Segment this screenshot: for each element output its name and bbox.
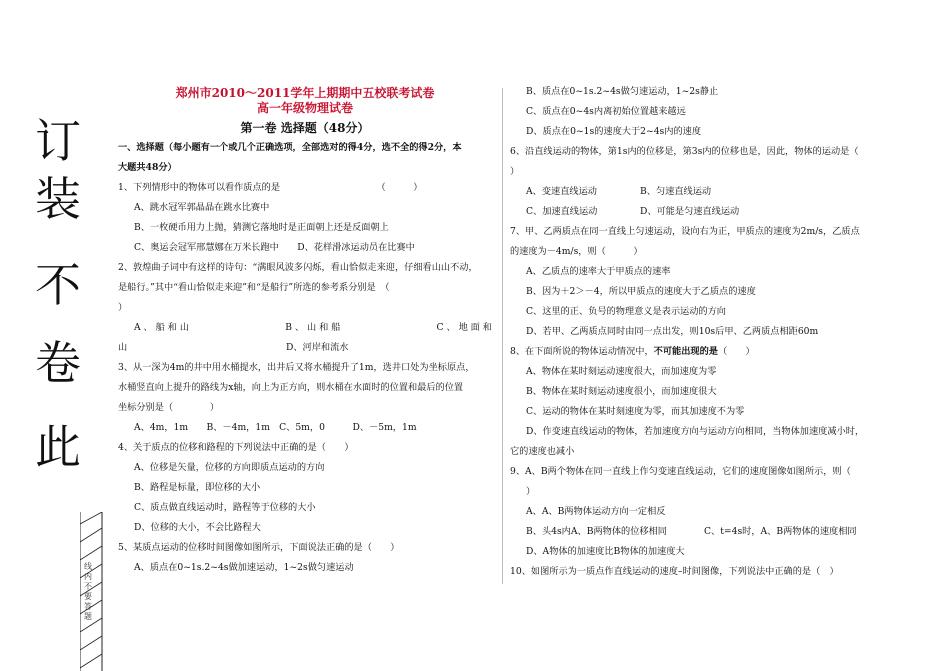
question-9-line2: ）	[526, 486, 536, 497]
question-2-line1: 2、敦煌曲子词中有这样的诗句：“满眼风波多闪烁，看山恰似走来迎，仔细看山山不动，	[118, 262, 478, 273]
q6-option-c: C、加速直线运动	[526, 206, 598, 217]
question-3-line2: 水桶竖直向上提升的路线为x轴，向上为正方向，则水桶在水面时的位置和最后的位置	[118, 382, 464, 393]
question-5: 5、某质点运动的位移时间图像如图所示，下面说法正确的是（ ）	[118, 542, 400, 553]
instructions-line2: 大题共48分）	[118, 162, 177, 173]
binding-note: 线内不要答题	[84, 562, 92, 621]
q8-stem: 8、在下面所说的物体运动情况中，	[510, 346, 654, 357]
q2-option-a: A 、 船 和 山	[134, 322, 190, 333]
question-1: 1、下列情形中的物体可以看作质点的是 （ ）	[118, 182, 423, 193]
instructions-line1: 一、选择题（每小题有一个或几个正确选项，全部选对的得4分，选不全的得2分，本	[118, 142, 462, 153]
question-7-line1: 7、甲、乙两质点在同一直线上匀速运动，设向右为正，甲质点的速度为2m/s，乙质点	[510, 226, 860, 237]
q5-option-c: C、质点在0~4s内离初始位置越来越远	[526, 106, 686, 117]
question-9-line1: 9、A、B两个物体在同一直线上作匀变速直线运动，它们的速度图像如图所示，则（	[510, 466, 851, 477]
q2-options-abc	[118, 318, 492, 338]
q4-option-d: D、位移的大小，不会比路程大	[134, 522, 261, 533]
q3-options: A、4m，1m B、－4m，1m C、5m，0 D、－5m，1m	[134, 422, 417, 433]
q6-options-cd	[510, 202, 890, 222]
question-3-line3: 坐标分别是（ ）	[118, 402, 220, 413]
q1-option-a: A、跳水冠军郭晶晶在跳水比赛中	[134, 202, 270, 213]
q8-option-a: A、物体在某时刻运动速度很大，而加速度为零	[526, 366, 717, 377]
question-4: 4、关于质点的位移和路程的下列说法中正确的是（ ）	[118, 442, 354, 453]
binding-char-bu: 不	[35, 258, 81, 312]
question-8	[510, 342, 890, 362]
q4-option-b: B、路程是标量，即位移的大小	[134, 482, 261, 493]
q8-option-d-line2: 它的速度也减小	[510, 446, 575, 457]
q8-bracket: （ ）	[717, 346, 755, 357]
q1-option-d: D、花样滑冰运动员在比赛中	[297, 242, 415, 253]
q6-option-a: A、变速直线运动	[526, 186, 597, 197]
question-10: 10、如图所示为一质点作直线运动的速度–时间图像，下列说法中正确的是（ ）	[510, 566, 839, 577]
question-2-line3: ）	[118, 302, 128, 313]
q9-options-bc	[510, 522, 890, 542]
q1-options-cd	[118, 238, 492, 258]
right-column	[510, 82, 890, 582]
q5-option-a: A、质点在0~1s.2~4s做加速运动，1~2s做匀速运动	[134, 562, 354, 573]
binding-char-juan: 卷	[35, 336, 81, 390]
binding-char-ding: 订	[35, 114, 81, 168]
binding-hatch	[80, 512, 104, 671]
q9-option-a: A、A、B两物体运动方向一定相反	[526, 506, 666, 517]
section-title: 第一卷 选择题（48分）	[240, 121, 370, 135]
exam-title: 郑州市2010～2011学年上期期中五校联考试卷	[175, 86, 435, 100]
question-6-line2: ）	[510, 166, 520, 177]
binding-char-zhuang: 装	[35, 172, 81, 226]
q1-option-c: C、奥运会冠军邢慧娜在万米长跑中	[134, 242, 279, 253]
question-3-line1: 3、从一深为4m的井中用水桶提水，出井后又将水桶提升了1m，选井口处为坐标原点，	[118, 362, 475, 373]
binding-margin	[28, 110, 88, 610]
q8-option-d-line1: D、作变速直线运动的物体，若加速度方向与运动方向相同，当物体加速度减小时，	[526, 426, 865, 437]
q4-option-a: A、位移是矢量，位移的方向即质点运动的方向	[134, 462, 325, 473]
question-6-line1: 6、沿直线运动的物体，第1s内的位移是，第3s内的位移也是，因此，物体的运动是（	[510, 146, 859, 157]
q6-option-b: B、匀速直线运动	[640, 186, 712, 197]
exam-subtitle: 高一年级物理试卷	[256, 101, 353, 115]
binding-char-ci: 此	[35, 420, 81, 474]
question-7-line2: 的速度为－4m/s，则（ ）	[510, 246, 643, 257]
left-column	[118, 82, 492, 578]
q5-option-b: B、质点在0~1s.2~4s做匀速运动，1~2s静止	[526, 86, 719, 97]
q2-option-b: B 、 山 和 船	[285, 322, 341, 333]
q9-option-c: C、t=4s时，A、B两物体的速度相同	[704, 526, 857, 537]
q2-options-cont	[118, 338, 492, 358]
q7-option-b: B、因为＋2＞－4，所以甲质点的速度大于乙质点的速度	[526, 286, 756, 297]
q8-emphasis: 不可能出现的是	[653, 346, 718, 357]
q9-option-b: B、头4s内A、B两物体的位移相同	[526, 526, 667, 537]
q2-option-c-cont: 山	[118, 342, 128, 353]
question-2-line2: 是船行。”其中“看山恰似走来迎”和“是船行”所选的参考系分别是 （	[118, 282, 390, 293]
q7-option-d: D、若甲、乙两质点同时由同一点出发，则10s后甲、乙两质点相距60m	[526, 326, 819, 337]
q9-option-d: D、A物体的加速度比B物体的加速度大	[526, 546, 685, 557]
column-divider	[502, 88, 503, 584]
q4-option-c: C、质点做直线运动时，路程等于位移的大小	[134, 502, 316, 513]
q8-option-c: C、运动的物体在某时刻速度为零，而其加速度不为零	[526, 406, 745, 417]
q6-options-ab	[510, 182, 890, 202]
q7-option-a: A、乙质点的速率大于甲质点的速率	[526, 266, 671, 277]
q1-option-b: B、一枚硬币用力上抛，猜测它落地时是正面朝上还是反面朝上	[134, 222, 389, 233]
q2-option-d: D、河岸和流水	[286, 342, 349, 353]
q8-option-b: B、物体在某时刻运动速度很小，而加速度很大	[526, 386, 717, 397]
q2-option-c: C 、 地 面 和	[436, 322, 492, 333]
q7-option-c: C、这里的正、负号的物理意义是表示运动的方向	[526, 306, 726, 317]
q5-option-d: D、质点在0~1s的速度大于2~4s内的速度	[526, 126, 702, 137]
q6-option-d: D、可能是匀速直线运动	[640, 206, 740, 217]
